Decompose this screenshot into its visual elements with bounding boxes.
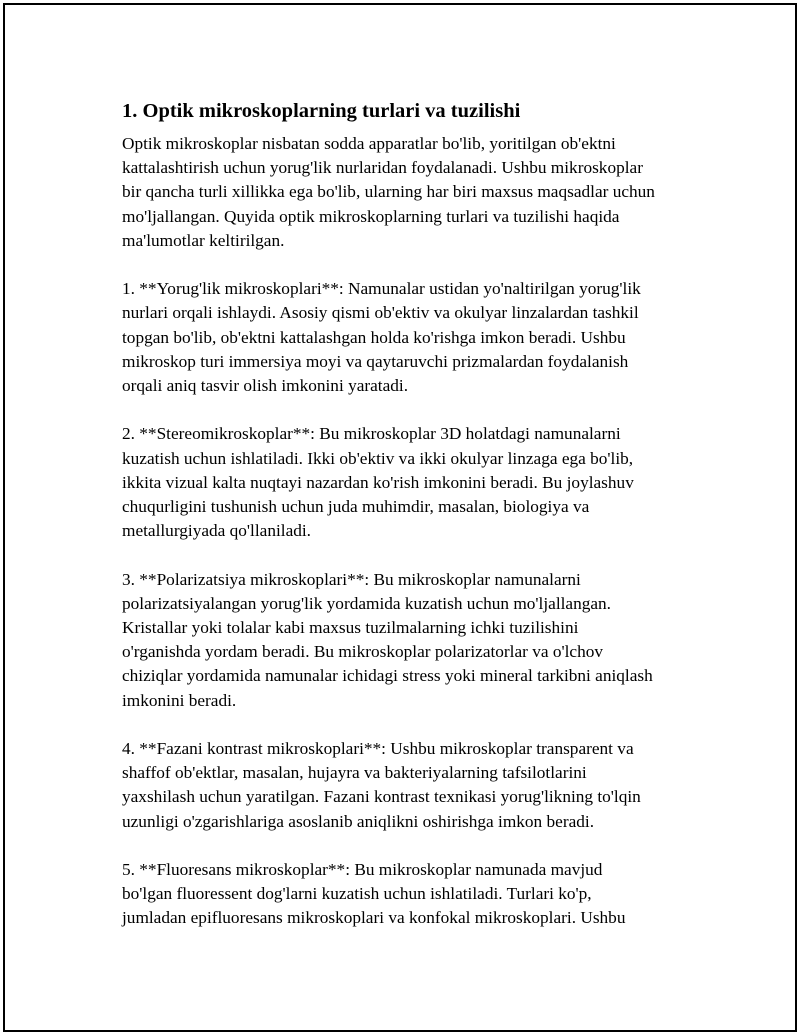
text-line: topgan bo'lib, ob'ektni kattalashgan holda ko'rishga imkon beradi. Ushbu [122, 327, 626, 347]
text-line: 3. **Polarizatsiya mikroskoplari**: Bu mikroskoplar namunalarni [122, 569, 581, 589]
text-line: 2. **Stereomikroskoplar**: Bu mikroskoplar 3D holatdagi namunalarni [122, 424, 621, 444]
text-line: metallurgiyada qo'llaniladi. [122, 521, 311, 541]
text-line: kattalashtirish uchun yorug'lik nurlaridan foydalanadi. Ushbu mikroskoplar [122, 158, 643, 178]
text-line: Optik mikroskoplar nisbatan sodda apparatlar bo'lib, yoritilgan ob'ektni [122, 134, 616, 153]
paragraph-item-1 [122, 277, 722, 398]
text-line: kuzatish uchun ishlatiladi. Ikki ob'ektiv va ikki okulyar linzaga ega bo'lib, [122, 448, 634, 468]
text-line: shaffof ob'ektlar, masalan, hujayra va bakteriyalarning tafsilotlarini [122, 763, 587, 783]
text-line: jumladan epifluoresans mikroskoplari va konfokal mikroskoplari. Ushbu [122, 908, 626, 928]
paragraph-item-2 [122, 422, 722, 543]
paragraph-intro [122, 132, 722, 253]
text-line: yaxshilash uchun yaratilgan. Fazani kontrast texnikasi yorug'likning to'lqin [122, 787, 641, 807]
text-line: nurlari orqali ishlaydi. Asosiy qismi ob'ektiv va okulyar linzalardan tashkil [122, 303, 639, 323]
text-line: imkonini beradi. [122, 690, 237, 710]
document-body [122, 99, 722, 955]
text-line: uzunligi o'zgarishlariga asoslanib aniqlikni oshirishga imkon beradi. [122, 811, 595, 831]
paragraph-item-3 [122, 568, 722, 713]
text-line: ma'lumotlar keltirilgan. [122, 230, 285, 250]
text-line: chiziqlar yordamida namunalar ichidagi stress yoki mineral tarkibni aniqlash [122, 666, 653, 686]
text-line: chuqurligini tushunish uchun juda muhimdir, masalan, biologiya va [122, 497, 590, 517]
text-line: 5. **Fluoresans mikroskoplar**: Bu mikroskoplar namunada mavjud [122, 860, 603, 880]
text-line: bir qancha turli xillikka ega bo'lib, ularning har biri maxsus maqsadlar uchun [122, 182, 655, 202]
text-line: mikroskop turi immersiya moyi va qaytaruvchi prizmalardan foydalanish [122, 351, 629, 371]
text-line: bo'lgan fluoressent dog'larni kuzatish uchun ishlatiladi. Turlari ko'p, [122, 884, 592, 904]
text-line: orqali aniq tasvir olish imkonini yaratadi. [122, 376, 409, 396]
text-line: 1. **Yorug'lik mikroskoplari**: Namunalar ustidan yo'naltirilgan yorug'lik [122, 279, 641, 299]
text-line: o'rganishda yordam beradi. Bu mikroskoplar polarizatorlar va o'lchov [122, 642, 604, 662]
text-line: ikkita vizual kalta nuqtayi nazardan ko'rish imkonini beradi. Bu joylashuv [122, 472, 634, 492]
document-title: 1. Optik mikroskoplarning turlari va tuzilishi [122, 100, 521, 122]
text-line: polarizatsiyalangan yorug'lik yordamida kuzatish uchun mo'ljallangan. [122, 593, 612, 613]
text-line: 4. **Fazani kontrast mikroskoplari**: Ushbu mikroskoplar transparent va [122, 739, 634, 759]
paragraph-item-4 [122, 737, 722, 834]
text-line: Kristallar yoki tolalar kabi maxsus tuzilmalarning ichki tuzilishini [122, 618, 579, 638]
paragraph-item-5 [122, 858, 722, 931]
text-line: mo'ljallangan. Quyida optik mikroskoplarning turlari va tuzilishi haqida [122, 206, 620, 226]
page-frame [3, 3, 797, 1032]
